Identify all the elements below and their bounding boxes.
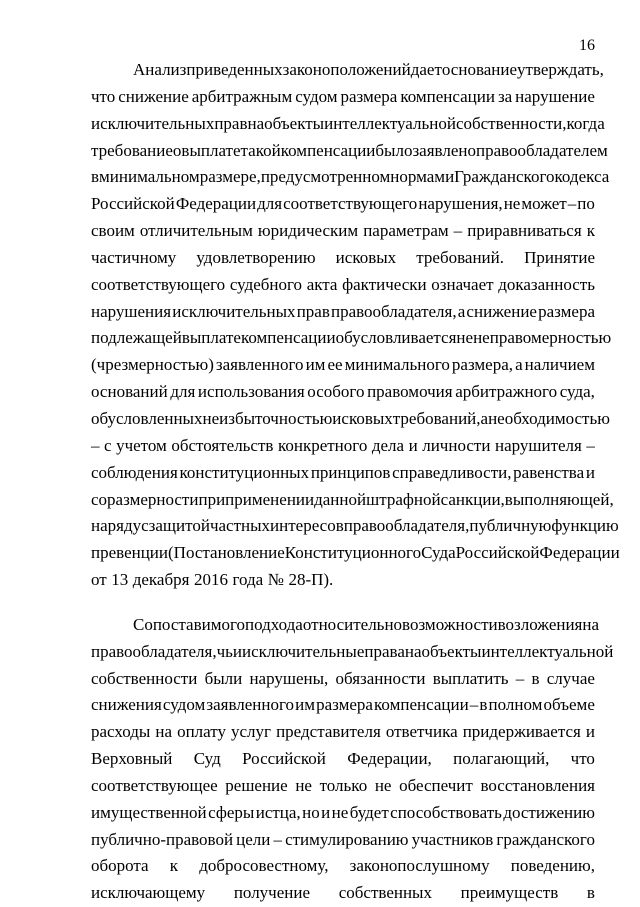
text-line: соблюдения конституционных принципов справедливости, равенства и [91,462,595,482]
text-line: имущественной сферы истца, но и не будет способствовать достижению [91,802,595,822]
text-line: превенции (Постановление Конституционного Суда Российской Федерации [91,543,620,563]
text-line: исключающему получение собственных преимуществ в [91,883,595,903]
text-line: публично-правовой цели – стимулированию участников гражданского [91,829,595,849]
text-line: оборота к добросовестному, законопослушному поведению, [91,856,595,876]
text-line: Сопоставимого подхода относительно возможности возложения на [133,614,600,634]
text-line: правообладателя, чьи исключительные права на объекты интеллектуальной [91,641,614,661]
text-line: соразмерности при применении данной штрафной санкции, выполняющей, [91,489,614,509]
text-line: соответствующего судебного акта фактически означает доказанность [91,274,595,294]
text-line: требование о выплате такой компенсации было заявлено правообладателем [91,140,608,160]
text-line: подлежащей выплате компенсации обусловливается не неправомерностью [91,328,612,348]
text-line: снижения судом заявленного им размера компенсации – в полном объеме [91,695,595,715]
text-line: Российской Федерации для соответствующего нарушения, не может – по [91,194,595,214]
text-line: оснований для использования особого правомочия арбитражного суда, [91,382,595,402]
text-line: Анализ приведенных законоположений дает основание утверждать, [133,60,604,79]
text-line: расходы на оплату услуг представителя ответчика придерживается и [91,722,595,742]
text-line: от 13 декабря 2016 года № 28-П). [91,570,334,590]
text-line: своим отличительным юридическим параметрам – приравниваться к [91,221,595,241]
text-line: – с учетом обстоятельств конкретного дела и личности нарушителя – [91,435,595,455]
text-line: исключительных прав на объекты интеллектуальной собственности, когда [91,113,605,133]
body-text [91,57,620,907]
text-line: в минимальном размере, предусмотренном нормами Гражданского кодекса [91,167,610,187]
text-line: что снижение арбитражным судом размера компенсации за нарушение [91,86,595,106]
paragraph-gap [91,594,595,612]
text-line: обусловленных не избыточностью исковых требований, а необходимостью [91,408,610,428]
paragraph [91,57,620,594]
page-number: 16 [579,37,595,54]
text-line: Верховный Суд Российской Федерации, полагающий, что [91,749,595,769]
text-line: собственности были нарушены, обязанности выплатить – в случае [91,668,595,688]
text-line: (чрезмерностью) заявленного им ее минимального размера, а наличием [91,355,595,375]
text-line: нарушения исключительных прав правообладателя, а снижение размера [91,301,595,321]
text-line: частичному удовлетворению исковых требований. Принятие [91,247,595,267]
text-line: наряду с защитой частных интересов правообладателя, публичную функцию [91,516,619,536]
paragraph [91,612,614,907]
text-line: соответствующее решение не только не обеспечит восстановления [91,775,595,795]
